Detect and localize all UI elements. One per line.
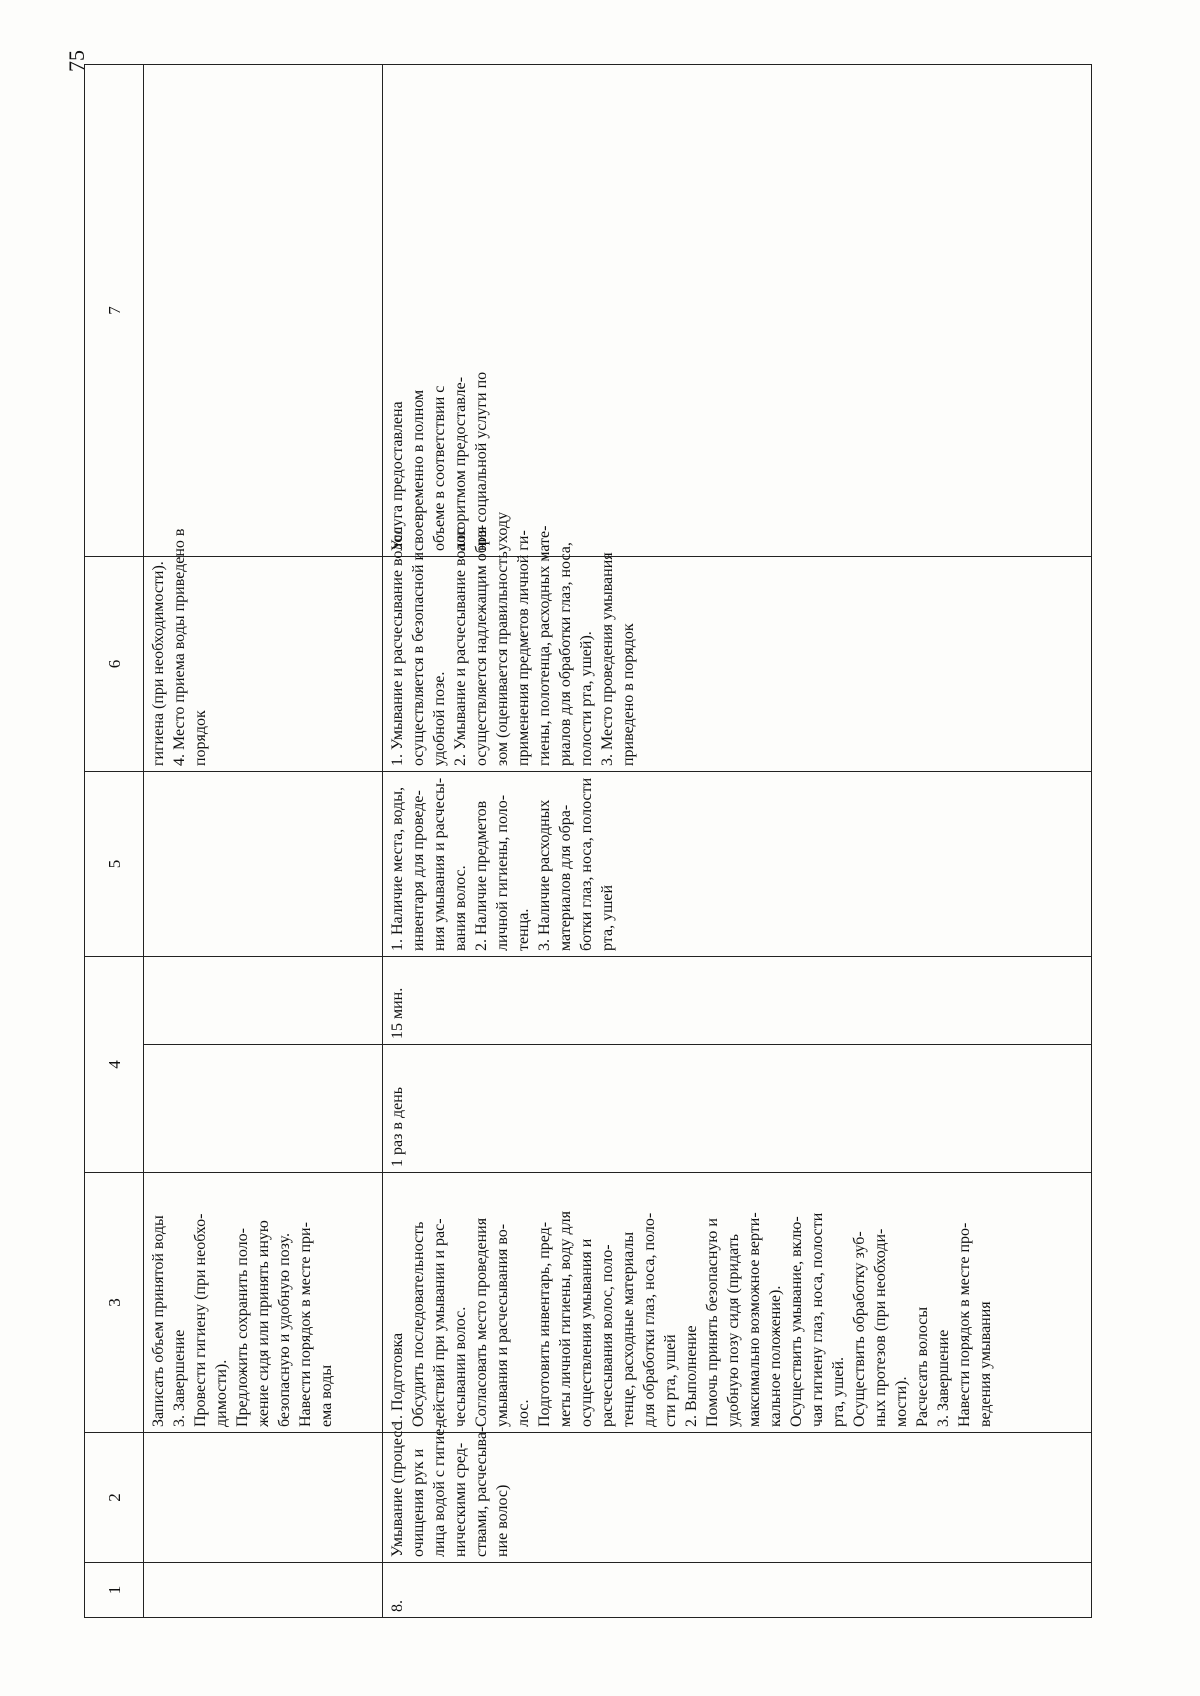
row-8-procedure-line: 3. Завершение: [935, 1329, 952, 1427]
row-8-conditions-line: личной гигиены, поло-: [494, 794, 511, 951]
cont-col-1: [144, 1563, 383, 1618]
row-8-number: 8.: [383, 1563, 1092, 1618]
cont-col-3: [144, 1173, 383, 1433]
cont-col-3-line: ема воды: [318, 1364, 335, 1427]
page-number: 75: [64, 50, 89, 72]
row-8-quality-line: осуществляется в безопасной и: [410, 551, 427, 766]
row-8-service-name-line: ствами, расчесыва-: [473, 1426, 490, 1557]
header-col-6: 6: [85, 557, 144, 772]
row-8-quality-line: гиены, полотенца, расходных мате-: [536, 525, 553, 766]
row-8-conditions-line: тенца.: [515, 908, 532, 951]
row-8-quality-line: осуществляется надлежащим обра-: [473, 524, 490, 766]
cont-col-6-line: гигиена (при необходимости).: [150, 561, 167, 766]
cont-col-3-line: димости).: [213, 1359, 230, 1427]
row-8-conditions-line: 1. Наличие места, воды,: [389, 787, 406, 951]
row-8-conditions: [383, 772, 1092, 957]
row-8-procedure-line: осуществления умывания и: [578, 1238, 595, 1427]
row-8-conditions-line: 2. Наличие предметов: [473, 800, 490, 951]
row-8-procedure-line: мости).: [893, 1376, 910, 1427]
row-8-result: [383, 65, 1092, 557]
row-8-service-name-line: Умывание (процесс: [389, 1423, 406, 1557]
rotated-table-container: [84, 65, 1084, 1618]
cont-col-3-line: Записать объем принятой воды: [150, 1215, 167, 1427]
row-8-procedure-line: удобную позу сидя (придать: [725, 1233, 742, 1427]
row-8-procedure-line: чая гигиену глаз, носа, полости: [809, 1212, 826, 1427]
row-8-procedure-line: Навести порядок в месте про-: [956, 1222, 973, 1427]
continuation-row: [144, 65, 383, 1618]
cont-col-4a: [144, 1045, 383, 1173]
row-8-procedure-line: кальное положение).: [767, 1285, 784, 1427]
row-8-procedure-line: Согласовать место проведения: [473, 1217, 490, 1427]
row-8-procedure-line: Подготовить инвентарь, пред-: [536, 1221, 553, 1427]
row-8-service-name-line: очищения рук и: [410, 1448, 427, 1557]
row-8-result-line: своевременно в полном: [410, 389, 427, 551]
row-8-procedure-line: для обработки глаз, носа, поло-: [641, 1212, 658, 1427]
row-8-procedure-line: Помочь принять безопасную и: [704, 1218, 721, 1427]
row-8-conditions-line: ния умывания и расчесы-: [431, 777, 448, 951]
header-col-1: 1: [85, 1563, 144, 1618]
row-8-quality-line: риалов для обработки глаз, носа,: [557, 542, 574, 766]
row-8-quality-line: зом (оценивается правильность: [494, 551, 511, 766]
row-8-result-line: Услуга предоставлена: [389, 401, 406, 551]
header-col-2: 2: [85, 1433, 144, 1563]
row-8-result-line: ния социальной услуги по: [473, 371, 490, 551]
row-8-procedure-line: Осуществить обработку зуб-: [851, 1231, 868, 1427]
cont-col-3-line: Предложить сохранить поло-: [234, 1228, 251, 1427]
cont-col-3-line: Провести гигиену (при необхо-: [192, 1213, 209, 1427]
row-8-duration: 15 мин.: [383, 957, 1092, 1045]
row-8-procedure-line: максимально возможное верти-: [746, 1212, 763, 1427]
row-8-procedure-line: Расчесать волосы: [914, 1306, 931, 1427]
cont-col-7: [144, 65, 383, 557]
row-8-conditions-line: 3. Наличие расходных: [536, 799, 553, 951]
row-8-procedure-line: умывания и расчесывания во-: [494, 1223, 511, 1427]
row-8-conditions-line: вания волос.: [452, 865, 469, 951]
row-8-conditions-line: материалов для обра-: [557, 804, 574, 951]
cont-col-3-line: безопасную и удобную позу.: [276, 1232, 293, 1427]
header-col-5: 5: [85, 772, 144, 957]
row-8-quality-line: применения предметов личной ги-: [515, 530, 532, 766]
cont-col-3-line: Навести порядок в месте при-: [297, 1222, 314, 1427]
row-8-service-name-line: ническими сред-: [452, 1442, 469, 1557]
row-8-conditions-line: рта, ушей: [599, 884, 616, 951]
row-8-procedure-line: расчесывания волос, поло-: [599, 1244, 616, 1427]
row-8-service-name-line: ние волос): [494, 1484, 511, 1557]
services-table: [84, 64, 1092, 1618]
row-8-result-line: уходу: [494, 511, 511, 551]
row-8-procedure-line: действий при умывании и рас-: [431, 1218, 448, 1427]
cont-col-6: [144, 528, 383, 772]
row-8-procedure: [383, 1173, 1092, 1433]
row-8-quality-line: удобной позе.: [431, 671, 448, 766]
cont-col-6-line: порядок: [192, 710, 209, 766]
row-8-procedure-line: лос.: [515, 1399, 532, 1427]
cont-col-6-line: 4. Место приема воды приведено в: [171, 528, 188, 766]
header-col-7: 7: [85, 65, 144, 557]
row-8-procedure-line: ведения умывания: [977, 1301, 994, 1427]
cont-col-4b: [144, 957, 383, 1045]
cont-col-3-line: жение сидя или принять иную: [255, 1220, 272, 1427]
row-8-result-line: объеме в соответствии с: [431, 385, 448, 551]
row-8-quality-line: 1. Умывание и расчесывание волос: [389, 527, 406, 766]
row-8-procedure-line: чесывании волос.: [452, 1306, 469, 1427]
row-8-service-name-line: лица водой с гигие-: [431, 1423, 448, 1557]
row-8-quality-line: приведено в порядок: [620, 623, 637, 766]
row-8-procedure-line: 1. Подготовка: [389, 1332, 406, 1427]
row-8-procedure-line: меты личной гигиены, воду для: [557, 1211, 574, 1427]
row-8-procedure-line: сти рта, ушей: [662, 1334, 679, 1427]
row-8: [383, 65, 1092, 1618]
header-row: [85, 65, 144, 1618]
row-8-procedure-line: 2. Выполнение: [683, 1325, 700, 1427]
row-8-result-line: алгоритмом предоставле-: [452, 376, 469, 551]
row-8-quality-line: полости рта, ушей).: [578, 631, 595, 766]
cont-col-3-line: 3. Завершение: [171, 1329, 188, 1427]
row-8-procedure-line: Обсудить последовательность: [410, 1221, 427, 1427]
row-8-conditions-line: инвентаря для проведе-: [410, 790, 427, 951]
row-8-procedure-line: рта, ушей.: [830, 1356, 847, 1427]
row-8-quality-line: 3. Место проведения умывания: [599, 552, 616, 766]
row-8-procedure-line: тенце, расходные материалы: [620, 1231, 637, 1427]
cont-col-5: [144, 772, 383, 957]
cont-col-2: [144, 1433, 383, 1563]
row-8-frequency: 1 раз в день: [383, 1045, 1092, 1173]
row-8-quality-line: 2. Умывание и расчесывание волос: [452, 527, 469, 766]
row-8-procedure-line: ных протезов (при необходи-: [872, 1228, 889, 1427]
row-8-procedure-line: Осуществить умывание, вклю-: [788, 1216, 805, 1427]
row-8-conditions-line: ботки глаз, носа, полости: [578, 777, 595, 951]
header-col-3: 3: [85, 1173, 144, 1433]
header-col-4: 4: [85, 957, 144, 1173]
row-8-service-name: [383, 1423, 1092, 1563]
